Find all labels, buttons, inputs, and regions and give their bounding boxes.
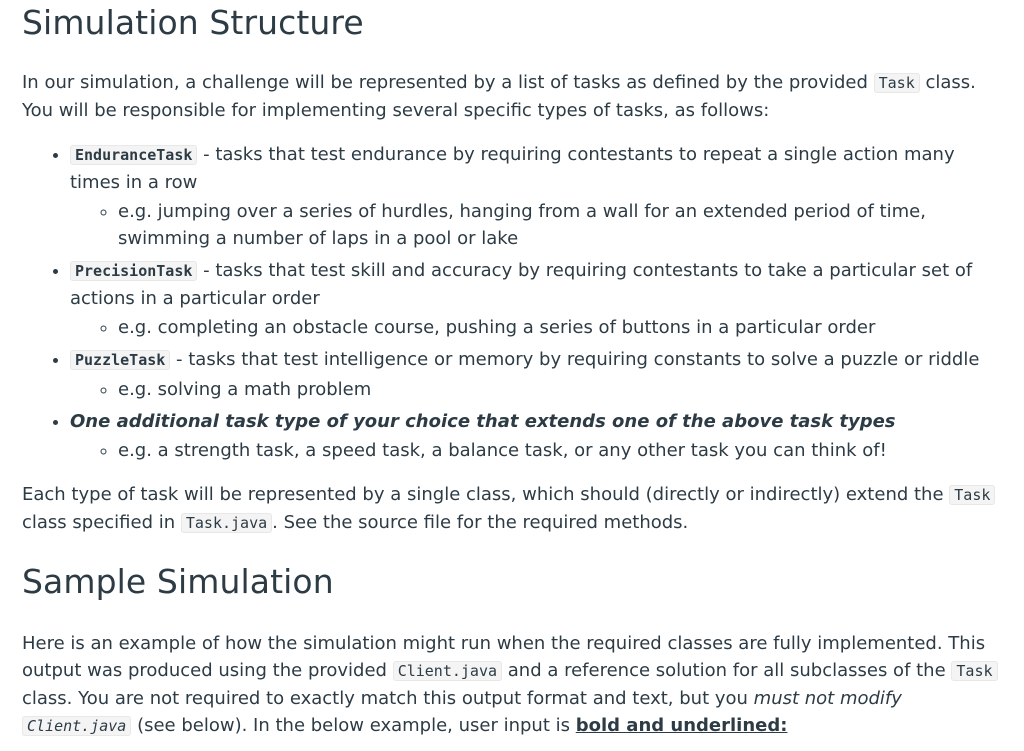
precision-task-example: ◦ e.g. completing an obstacle course, pushing a series of buttons in a particular order <box>118 314 1002 341</box>
puzzle-task-description: - tasks that test intelligence or memory by requiring constants to solve a puzzle or riddle <box>170 349 980 370</box>
closing-text-3: . See the source file for the required methods. <box>272 512 689 533</box>
section-heading-sample-simulation: Sample Simulation <box>22 562 334 601</box>
inline-code-task-java: Task.java <box>181 513 272 533</box>
precision-task-examples <box>70 314 1002 341</box>
list-item-additional-task <box>70 408 1002 464</box>
precision-task-description: - tasks that test skill and accuracy by requiring contestants to take a particular set of actions in a particular order <box>70 260 973 309</box>
puzzle-task-examples <box>70 376 1002 403</box>
additional-task-example: ◦ e.g. a strength task, a speed task, a balance task, or any other task you can think of! <box>118 437 1002 464</box>
list-item-endurance-task <box>70 141 1002 252</box>
inline-code-task: Task <box>874 73 920 93</box>
endurance-task-example: ◦ e.g. jumping over a series of hurdles, hanging from a wall for an extended period of time, swimming a number of laps in a pool or lake <box>118 198 1002 252</box>
puzzle-task-example: ◦ e.g. solving a math problem <box>118 376 1002 403</box>
intro-text-1: In our simulation, a challenge will be represented by a list of tasks as defined by the provided <box>22 72 874 93</box>
sample-paragraph <box>22 630 1002 740</box>
sample-text-2: and a reference solution for all subclasses of the <box>502 660 952 681</box>
additional-task-emphasis: One additional task type of your choice that extends one of the above task types <box>70 411 896 432</box>
must-not-modify-emphasis: must not modify <box>753 688 902 709</box>
task-type-list <box>22 141 1002 464</box>
closing-text-2: class specified in <box>22 512 181 533</box>
inline-code-task-2: Task <box>949 485 995 505</box>
list-item-puzzle-task <box>70 346 1002 403</box>
inline-code-endurance-task: EnduranceTask <box>70 145 197 165</box>
inline-code-task-3: Task <box>951 661 997 681</box>
sample-text-5: (see below). In the below example, user input is <box>131 715 576 736</box>
inline-code-puzzle-task: PuzzleTask <box>70 350 170 370</box>
closing-paragraph <box>22 481 1002 537</box>
intro-paragraph <box>22 69 1002 124</box>
endurance-task-examples <box>70 198 1002 252</box>
inline-code-client-java: Client.java <box>393 661 502 681</box>
document-page <box>0 3 1024 740</box>
list-item-precision-task <box>70 257 1002 341</box>
closing-text-1: Each type of task will be represented by a single class, which should (directly or indirectly) extend the <box>22 484 950 505</box>
intro-text-2: class. You will be responsible for implementing several specific types of tasks, as follows: <box>22 72 976 121</box>
section-heading-simulation-structure: Simulation Structure <box>22 3 364 42</box>
inline-code-precision-task: PrecisionTask <box>70 261 197 281</box>
sample-text-1: Here is an example of how the simulation might run when the required classes are fully implemented. This output was produced using the provided <box>22 633 986 681</box>
additional-task-examples <box>70 437 1002 464</box>
endurance-task-description: - tasks that test endurance by requiring contestants to repeat a single action many times in a row <box>70 144 955 193</box>
sample-text-3: class. You are not required to exactly match this output format and text, but you <box>22 688 754 709</box>
inline-code-client-java-2: Client.java <box>22 716 131 736</box>
user-input-style-example: bold and underlined: <box>575 715 788 736</box>
